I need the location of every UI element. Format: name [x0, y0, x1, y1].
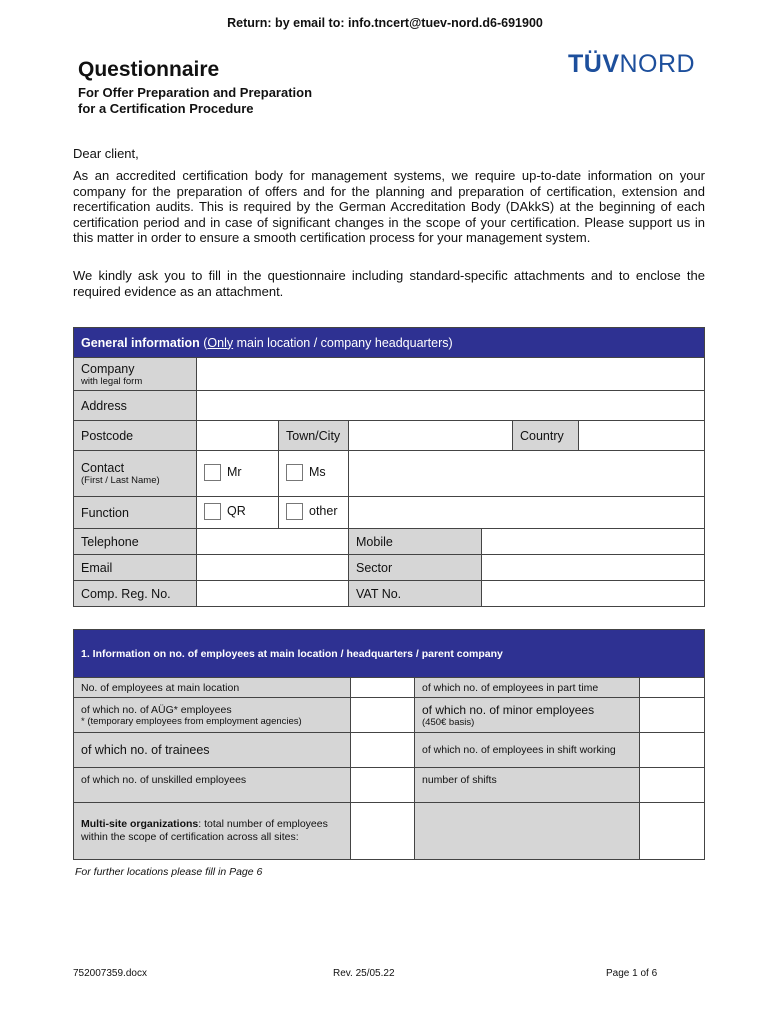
shift-field[interactable] [640, 733, 705, 768]
multi-site-field[interactable] [351, 803, 415, 860]
qr-checkbox[interactable] [204, 503, 221, 520]
trainees-label: of which no. of trainees [74, 733, 351, 768]
greeting: Dear client, [73, 146, 139, 161]
multi-site-extra-field[interactable] [640, 803, 705, 860]
ms-checkbox[interactable] [286, 464, 303, 481]
minor-label: of which no. of minor employees (450€ basis) [415, 698, 640, 733]
unskilled-label: of which no. of unskilled employees [74, 768, 351, 803]
telephone-label: Telephone [74, 529, 197, 555]
shift-label: of which no. of employees in shift working [415, 733, 640, 768]
tuev-nord-logo [568, 50, 695, 79]
town-field[interactable] [349, 421, 513, 451]
country-label: Country [513, 421, 579, 451]
multi-site-label: Multi-site organizations: total number of employees within the scope of certification across all sites: [74, 803, 351, 860]
postcode-label: Postcode [74, 421, 197, 451]
ms-label: Ms [309, 465, 326, 479]
town-label: Town/City [279, 421, 349, 451]
sector-label: Sector [349, 555, 482, 581]
subtitle-line-1: For Offer Preparation and Preparation [78, 85, 313, 100]
footer-revision: Rev. 25/05.22 [333, 968, 395, 979]
vat-label: VAT No. [349, 581, 482, 607]
main-location-field[interactable] [351, 678, 415, 698]
function-label: Function [74, 497, 197, 529]
general-info-header: General information (Only main location / company headquarters) [74, 328, 705, 358]
shifts-number-label: number of shifts [415, 768, 640, 803]
footer-page-number: Page 1 of 6 [606, 968, 658, 979]
general-information-table [73, 327, 705, 607]
other-label: other [309, 504, 338, 518]
part-time-field[interactable] [640, 678, 705, 698]
shifts-number-field[interactable] [640, 768, 705, 803]
contact-name-field[interactable] [349, 451, 705, 497]
main-location-label: No. of employees at main location [74, 678, 351, 698]
function-other-cell [279, 497, 349, 529]
address-field[interactable] [197, 391, 705, 421]
multi-site-blank [415, 803, 640, 860]
unskilled-field[interactable] [351, 768, 415, 803]
part-time-label: of which no. of employees in part time [415, 678, 640, 698]
reg-no-field[interactable] [197, 581, 349, 607]
footer-doc-name: 752007359.docx [73, 968, 147, 979]
mr-label: Mr [227, 465, 242, 479]
mr-checkbox[interactable] [204, 464, 221, 481]
request-paragraph: We kindly ask you to fill in the questionnaire including standard-specific attachments and to enclose the required evidence as an attachment. [73, 268, 705, 299]
mobile-field[interactable] [482, 529, 705, 555]
aug-field[interactable] [351, 698, 415, 733]
aug-label: of which no. of AÜG* employees * (temporary employees from employment agencies) [74, 698, 351, 733]
trainees-field[interactable] [351, 733, 415, 768]
country-field[interactable] [579, 421, 705, 451]
company-field[interactable] [197, 358, 705, 391]
further-locations-note: For further locations please fill in Page 6 [75, 866, 263, 878]
contact-mr-cell [197, 451, 279, 497]
mobile-label: Mobile [349, 529, 482, 555]
subtitle-line-2: for a Certification Procedure [78, 101, 254, 116]
logo-part-2: NORD [619, 50, 696, 78]
minor-field[interactable] [640, 698, 705, 733]
postcode-field[interactable] [197, 421, 279, 451]
contact-label: Contact (First / Last Name) [74, 451, 197, 497]
email-field[interactable] [197, 555, 349, 581]
address-label: Address [74, 391, 197, 421]
employees-header: 1. Information on no. of employees at main location / headquarters / parent company [74, 630, 705, 678]
sector-field[interactable] [482, 555, 705, 581]
contact-ms-cell [279, 451, 349, 497]
reg-no-label: Comp. Reg. No. [74, 581, 197, 607]
function-qr-cell [197, 497, 279, 529]
qr-label: QR [227, 504, 246, 518]
company-label: Company with legal form [74, 358, 197, 391]
logo-part-1: TÜV [568, 50, 620, 78]
return-email-line: Return: by email to: info.tncert@tuev-nord.d6-691900 [227, 16, 543, 30]
other-checkbox[interactable] [286, 503, 303, 520]
function-field[interactable] [349, 497, 705, 529]
intro-paragraph: As an accredited certification body for management systems, we require up-to-date information on your company for the preparation of offers and for the planning and preparation of certification, extension and recertification audits. This is required by the German Accreditation Body (DAkkS) at the beginning of each certification period and in case of significant changes in the scope of your certification. Please support us in this matter in order to ensure a smooth certification process for your management system. [73, 168, 705, 246]
employees-table [73, 629, 705, 860]
telephone-field[interactable] [197, 529, 349, 555]
email-label: Email [74, 555, 197, 581]
vat-field[interactable] [482, 581, 705, 607]
page-title: Questionnaire [78, 58, 220, 81]
